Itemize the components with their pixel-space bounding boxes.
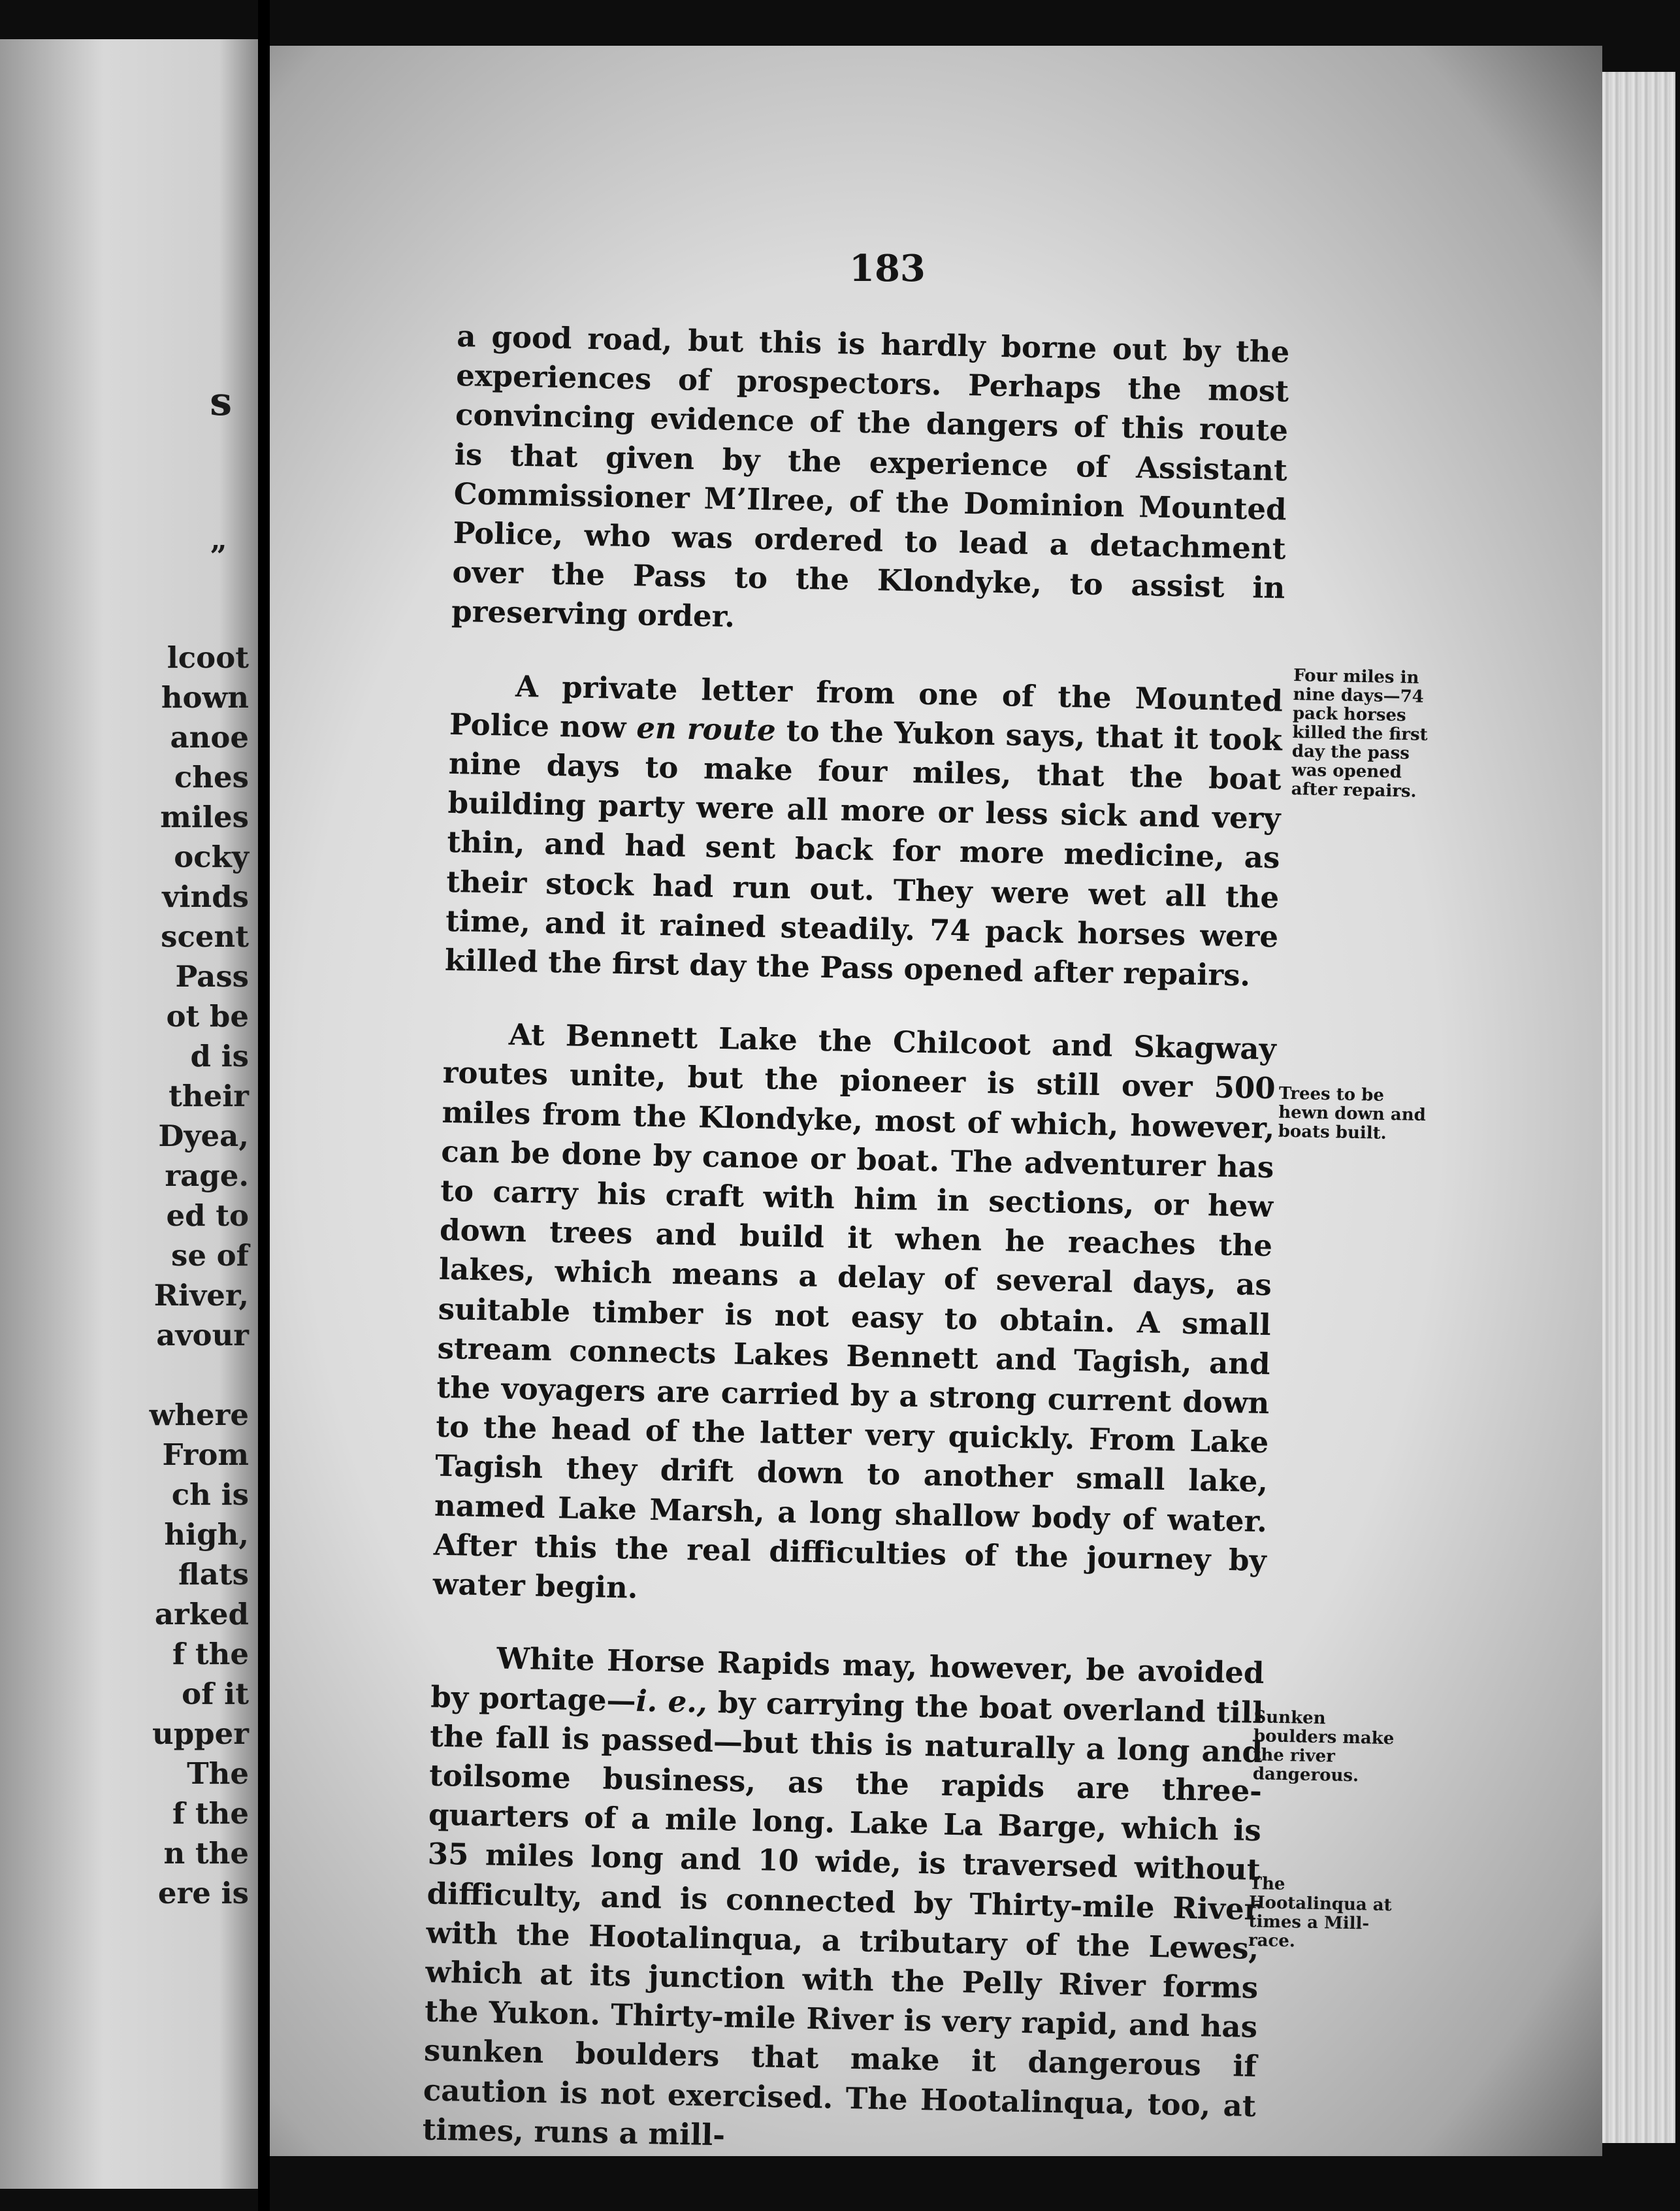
left-page-line: miles <box>160 800 249 834</box>
left-page-line: f the <box>172 1796 249 1831</box>
paragraph-1: a good road, but this is hardly borne out by the experiences of prospectors. Perhaps the most convincing evidence of the dangers of this route is that given by the experience of Assistant Commissioner M’Ilree, of the Dominion Mounted Police, who was ordered to lead a detachment over the Pass to the Klondyke, to assist in preserving order. <box>451 318 1290 634</box>
left-page-line: ere is <box>157 1876 249 1910</box>
sidenote-four-miles: Four miles in nine days—74 pack horses killed the first day the pass was opened after repairs. <box>1291 666 1428 802</box>
paragraph-4-text: White Horse Rapids may, however, be avoided by portage— <box>430 1641 1265 1718</box>
left-page <box>0 39 258 2189</box>
left-page-line: arked <box>154 1597 249 1631</box>
left-page-line: upper <box>152 1716 249 1751</box>
left-page-line: f the <box>172 1637 249 1671</box>
left-page-line: scent <box>161 919 249 954</box>
left-page-heading-fragment: s <box>210 379 232 425</box>
left-page-line: Pass <box>175 959 249 994</box>
sidenote-sunken-boulders: Sunken boulders make the river dangerous. <box>1252 1707 1395 1786</box>
left-page-line: vinds <box>162 879 249 914</box>
left-page-line: high, <box>164 1517 249 1552</box>
left-page-line: ed to <box>166 1198 249 1233</box>
left-page-line: ches <box>174 760 249 794</box>
paragraph-2-italic: en route <box>636 710 777 748</box>
paragraph-4 <box>422 1638 1265 2165</box>
left-page-line: where <box>149 1398 249 1432</box>
left-page-line: se of <box>170 1238 249 1273</box>
body-text <box>421 317 1290 2199</box>
left-page-line: avour <box>156 1318 249 1352</box>
left-page-line: ot be <box>166 999 249 1034</box>
left-page-line: their <box>169 1079 249 1113</box>
page-number: 183 <box>849 247 926 290</box>
left-page-line: d is <box>190 1039 249 1073</box>
left-page-line: ocky <box>174 840 249 874</box>
paragraph-2-text-cont: to the Yukon says, that it took nine days to make four miles, that the boat building party were all more or less sick and very thin, and had sent back for more medicine, as their stock had run out. They were wet all the time, and it rained steadily. 74 pack horses were killed the first day the Pass opened after repairs. <box>444 713 1283 993</box>
left-page-line: anoe <box>170 720 249 755</box>
margin-notes <box>1248 0 1463 1952</box>
left-page-line: The <box>187 1756 249 1791</box>
left-page-line: rage. <box>165 1158 249 1193</box>
paragraph-2 <box>445 666 1284 996</box>
left-page-line: From <box>162 1437 249 1472</box>
paragraph-4-text-cont: by carrying the boat overland till the fall is passed—but this is naturally a long and toilsome business, as the rapids are three-quarters of a mile long. Lake La Barge, which is 35 miles long and 10 wide, is traversed without difficulty, and is connected by Thirty-mile River with the Hootalinqua, a tributary of the Lewes, which at its junction with the Pelly River forms the Yukon. Thirty-mile River is very rapid, and has sunken boulders that make it dangerous if caution is not exercised. The Hootalinqua, too, at times, runs a mill- <box>422 1684 1264 2153</box>
left-page-quote-fragment: ” <box>210 539 227 574</box>
sidenote-trees: Trees to be hewn down and boats built. <box>1278 1083 1427 1143</box>
left-page-line: of it <box>182 1677 249 1711</box>
left-page-line: hown <box>161 680 249 715</box>
paragraph-2-text: A private letter from one of the Mounted Police now <box>449 668 1284 745</box>
paragraph-4-italic: i. e., <box>636 1683 708 1720</box>
left-page-line: ch is <box>171 1477 249 1512</box>
left-page-line: n the <box>163 1836 249 1871</box>
paragraph-3: At Bennett Lake the Chilcoot and Skagway routes unite, but the pioneer is still over 500 miles from the Klondyke, most of which, however, can be done by canoe or boat. The adventurer has to carry his craft with him in sections, or hew down trees and build it when he reaches the lakes, which means a delay of several days, as suitable timber is not easy to obtain. A small stream connects Lakes Bennett and Tagish, and the voyagers are carried by a strong current down to the head of the latter very quickly. From Lake Tagish they drift down to another small lake, named Lake Marsh, a long shallow body of water. After this the real difficulties of the journey by water begin. <box>432 1017 1277 1605</box>
left-page-line: lcoot <box>167 640 249 675</box>
book-gutter <box>258 0 270 2211</box>
left-page-line: flats <box>178 1557 249 1592</box>
left-page-line: River, <box>153 1278 249 1313</box>
left-page-line: Dyea, <box>158 1119 249 1153</box>
sidenote-hootalinqua: The Hootalinqua at times a Mill-race. <box>1248 1874 1392 1952</box>
